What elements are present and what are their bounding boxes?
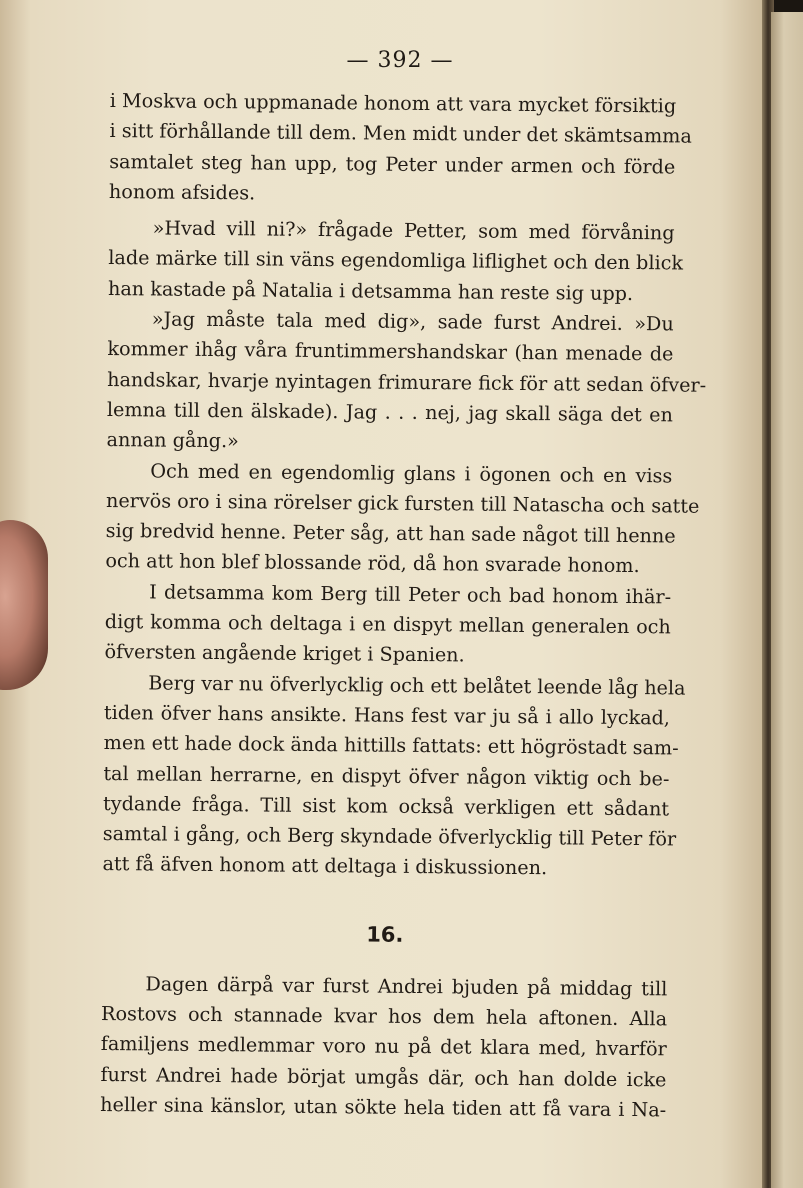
adjacent-page-edge: [771, 12, 803, 1188]
text-line: Och med en egendomlig glans i ögonen och en viss: [150, 458, 673, 487]
text-line: familjens medlemmar voro nu på det klara med, hvarför: [100, 1032, 667, 1061]
paragraph-6: [102, 668, 686, 886]
text-line: han kastade på Natalia i detsamma han reste sig upp.: [107, 276, 634, 305]
text-line: »Jag måste tala med dig», sade furst Andrei. »Du: [151, 307, 674, 336]
text-line: att få äfven honom att deltaga i diskussionen.: [102, 852, 548, 880]
text-line: handskar, hvarje nyintagen frimurare fick för att sedan öfver-: [107, 367, 707, 397]
text-line: sig bredvid henne. Peter såg, att han sade något till henne: [105, 519, 676, 548]
text-line: i Moskva och uppmanade honom att vara mycket försiktig: [109, 88, 677, 118]
paragraph-3: [106, 304, 707, 461]
text-line: furst Andrei hade börjat umgås där, och han dolde icke: [100, 1062, 667, 1091]
text-line: nervös oro i sina rörelser gick fursten till Natascha och satte: [105, 488, 700, 518]
text-line: men ett hade dock ända hittills fattats: ett högröstadt sam-: [103, 731, 679, 760]
text-line: kommer ihåg våra fruntimmershandskar (han menade de: [107, 337, 674, 366]
text-line: Rostovs och stannade kvar hos dem hela aftonen. Alla: [100, 1001, 668, 1031]
text-line: öfversten angående kriget i Spanien.: [104, 640, 465, 667]
text-line: tiden öfver hans ansikte. Hans fest var ju så i allo lyckad,: [103, 700, 671, 730]
text-line: i sitt förhållande till dem. Men midt under det skämtsamma: [109, 119, 692, 148]
text-line: heller sina känslor, utan sökte hela tiden att få vara i Na-: [100, 1092, 667, 1122]
text-line: Berg var nu öfverlycklig och ett belåtet leende låg hela: [148, 671, 686, 700]
text-line: samtal i gång, och Berg skyndade öfverlycklig till Peter för: [102, 822, 677, 851]
section-paragraph: [100, 969, 667, 1126]
paragraph-4: [105, 456, 700, 583]
paragraph-1: [108, 86, 692, 213]
paragraph-2: [107, 213, 684, 309]
page-number: — 392 —: [346, 48, 454, 73]
paragraph-5: [104, 577, 671, 673]
text-line: digt komma och deltaga i en dispyt mellan generalen och: [104, 610, 671, 639]
text-line: och att hon blef blossande röd, då hon svarade honom.: [105, 549, 640, 578]
text-line: samtalet steg han upp, tog Peter under armen och förde: [109, 149, 676, 179]
text-line: tydande fråga. Till sist kom också verkligen ett sådant: [103, 791, 670, 821]
text-line: I detsamma kom Berg till Peter och bad honom ihär-: [149, 580, 672, 609]
text-line: lemna till den älskade). Jag . . . nej, jag skall säga det en: [106, 397, 673, 427]
text-line: »Hvad vill ni?» frågade Petter, som med förvåning: [152, 216, 675, 245]
thumb: [0, 520, 48, 690]
text-line: Dagen därpå var furst Andrei bjuden på middag till: [145, 972, 668, 1001]
body-text: [100, 86, 707, 1126]
text-line: lade märke till sin väns egendomliga liflighet och den blick: [108, 246, 684, 275]
text-line: honom afsides.: [108, 179, 256, 205]
section-heading: 16.: [366, 922, 404, 947]
text-line: tal mellan herrarne, en dispyt öfver någon viktig och be-: [103, 761, 670, 790]
text-line: annan gång.»: [106, 428, 239, 453]
